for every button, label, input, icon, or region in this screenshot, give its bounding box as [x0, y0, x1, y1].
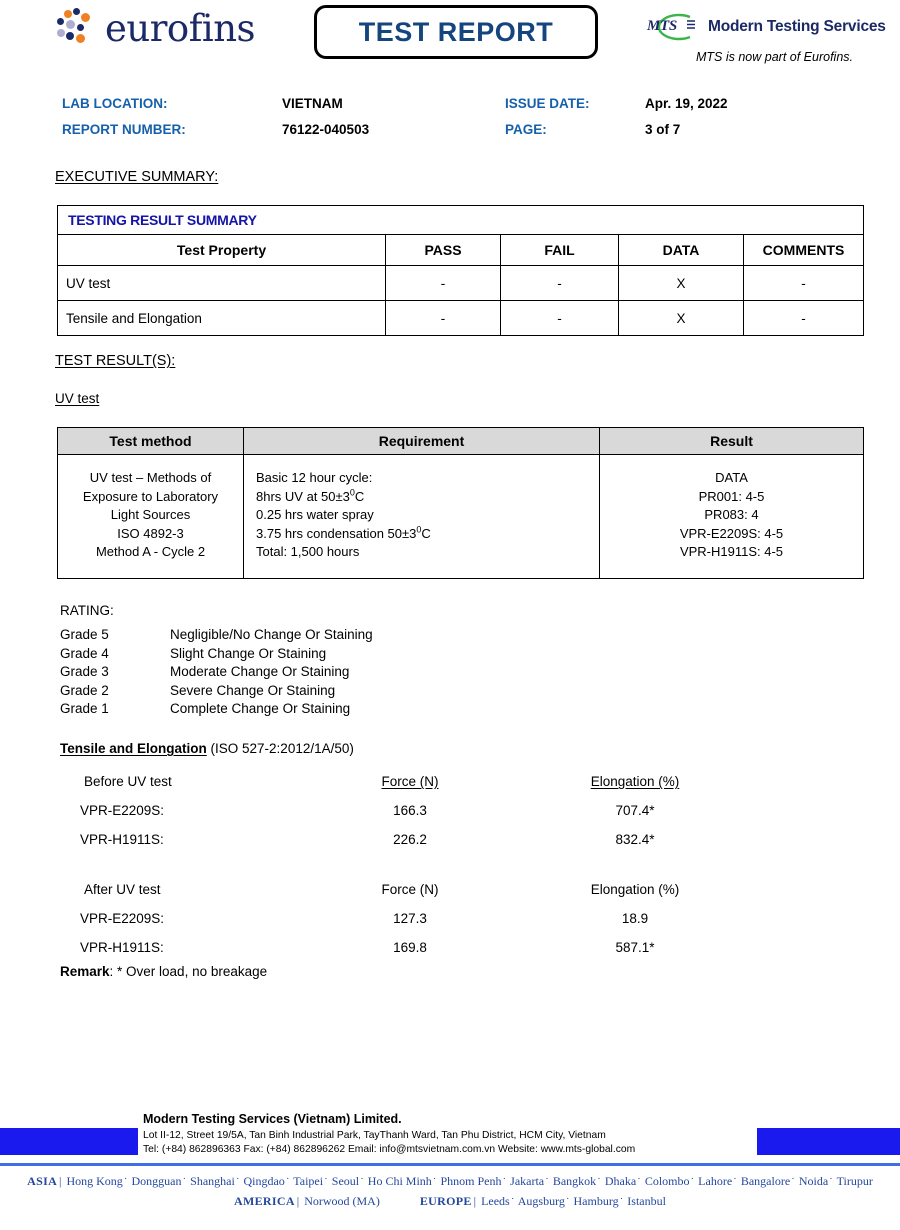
result-line: PR001: 4-5	[698, 488, 765, 504]
city-separator-dot: ˙	[690, 1176, 695, 1188]
footer-offices	[0, 1172, 900, 1212]
table-row	[0, 832, 900, 861]
eurofins-dots-icon	[55, 8, 99, 48]
uv-test-result-table	[57, 427, 864, 579]
region-europe: EUROPE	[419, 1194, 472, 1208]
row-pass: -	[386, 266, 501, 301]
city-separator-dot: ˙	[285, 1176, 290, 1188]
col-test-property: Test Property	[58, 235, 386, 266]
rating-desc: Slight Change Or Staining	[170, 645, 327, 661]
city-name: Noida	[795, 1174, 829, 1188]
report-meta	[0, 96, 900, 148]
row-comments: -	[744, 301, 864, 336]
footer-divider	[0, 1163, 900, 1166]
requirement-line	[256, 525, 591, 544]
row-fail: -	[501, 301, 619, 336]
eurofins-logo	[55, 8, 255, 48]
region-america: AMERICA	[234, 1194, 295, 1208]
req-unit: C	[421, 525, 431, 541]
sample-name: VPR-H1911S:	[80, 832, 164, 847]
test-method-line: ISO 4892-3	[117, 525, 184, 541]
footer-company-name: Modern Testing Services (Vietnam) Limited.	[143, 1112, 402, 1126]
test-method-line: Exposure to Laboratory	[82, 488, 219, 504]
testing-result-summary-table	[57, 205, 864, 336]
col-pass: PASS	[386, 235, 501, 266]
mts-logo	[640, 12, 886, 42]
tensile-standard: (ISO 527-2:2012/1A/50)	[210, 741, 354, 756]
req-unit: C	[354, 488, 365, 504]
table-row	[0, 911, 900, 940]
city-name: Tirupur	[833, 1174, 873, 1188]
tensile-before-block	[0, 774, 900, 861]
america-city-list	[301, 1194, 380, 1208]
city-name: Lahore	[695, 1174, 733, 1188]
elongation-value: 587.1*	[615, 940, 655, 955]
sample-name: VPR-E2209S:	[80, 803, 165, 818]
table-row	[58, 455, 864, 579]
city-separator-dot: ˙	[733, 1176, 737, 1188]
mts-tagline: MTS is now part of Eurofins.	[696, 50, 854, 64]
lab-location-value: VIETNAM	[282, 96, 343, 111]
city-name: Dhaka	[601, 1174, 637, 1188]
rating-grade: Grade 5	[60, 627, 109, 642]
meta-row-1	[0, 96, 900, 122]
region-sep: |	[296, 1194, 300, 1208]
col-elongation: Elongation (%)	[590, 882, 680, 897]
page-label: PAGE:	[505, 122, 547, 137]
city-separator-dot: ˙	[182, 1176, 187, 1188]
remark-text: : * Over load, no breakage	[109, 964, 268, 979]
city-name: Bangkok	[549, 1174, 597, 1188]
rating-desc: Moderate Change Or Staining	[170, 664, 350, 680]
table-header-row	[0, 882, 900, 911]
city-separator-dot: ˙	[545, 1176, 549, 1188]
req-text: 8hrs UV at 50±3	[256, 488, 350, 504]
report-number-label: REPORT NUMBER:	[62, 122, 186, 137]
city-name: Dongguan	[128, 1174, 182, 1188]
region-sep: |	[59, 1174, 62, 1188]
city-separator-dot: ˙	[510, 1196, 515, 1208]
city-separator-dot: ˙	[791, 1176, 795, 1188]
rating-desc: Complete Change Or Staining	[170, 701, 351, 717]
cell-requirement	[244, 455, 600, 579]
result-line: VPR-H1911S: 4-5	[679, 544, 784, 559]
remark-label: Remark	[60, 964, 110, 979]
test-report-title-box	[314, 5, 598, 59]
sample-name: VPR-H1911S:	[80, 940, 164, 955]
city-separator-dot: ˙	[502, 1176, 507, 1188]
force-value: 127.3	[393, 911, 427, 926]
footer-bar-left	[0, 1128, 138, 1155]
elongation-value: 707.4*	[615, 803, 655, 818]
before-uv-title: Before UV test	[84, 774, 172, 789]
test-results-heading: TEST RESULT(S):	[55, 353, 176, 369]
city-name: Seoul	[328, 1174, 360, 1188]
europe-city-list	[478, 1194, 666, 1208]
test-method-line: Method A - Cycle 2	[95, 544, 206, 559]
table-caption-row	[58, 206, 864, 235]
city-separator-dot: ˙	[619, 1196, 624, 1208]
city-name: Phnom Penh	[437, 1174, 502, 1188]
offices-america-europe-line	[0, 1192, 900, 1212]
row-data: X	[619, 301, 744, 336]
tensile-after-block	[0, 882, 900, 969]
offices-asia-line	[0, 1172, 900, 1192]
col-result: Result	[600, 428, 864, 455]
remark-line	[60, 964, 267, 979]
summary-caption: TESTING RESULT SUMMARY	[58, 206, 864, 235]
requirement-line: Basic 12 hour cycle:	[256, 470, 373, 485]
issue-date-value: Apr. 19, 2022	[645, 96, 728, 111]
requirement-line: 0.25 hrs water spray	[256, 507, 374, 522]
city-separator-dot: ˙	[360, 1176, 364, 1188]
requirement-line: Total: 1,500 hours	[256, 544, 360, 559]
result-line: DATA	[715, 470, 748, 485]
executive-summary-heading: EXECUTIVE SUMMARY:	[55, 169, 219, 185]
table-header-row	[0, 774, 900, 803]
city-name: Leeds	[478, 1194, 510, 1208]
footer-address-block	[143, 1129, 635, 1156]
after-uv-title: After UV test	[84, 882, 161, 897]
requirement-line	[256, 488, 591, 507]
rating-grade: Grade 3	[60, 664, 109, 680]
report-number-value: 76122-040503	[282, 122, 370, 137]
city-name: Augsburg	[515, 1194, 565, 1208]
page-value: 3 of 7	[645, 122, 681, 137]
table-row	[58, 301, 864, 336]
city-separator-dot: ˙	[123, 1176, 128, 1188]
lab-location-label: LAB LOCATION:	[62, 96, 168, 111]
cell-test-method	[58, 455, 244, 579]
row-comments: -	[744, 266, 864, 301]
city-name: Hong Kong	[63, 1174, 123, 1188]
city-separator-dot: ˙	[324, 1176, 328, 1188]
footer-bar-right	[757, 1128, 900, 1155]
degree-sup: 0	[349, 487, 355, 498]
rating-desc: Severe Change Or Staining	[170, 682, 336, 698]
table-header-row	[58, 235, 864, 266]
table-header-row	[58, 428, 864, 455]
uv-test-subheading: UV test	[55, 391, 100, 406]
table-row	[0, 803, 900, 832]
city-name: Hamburg	[570, 1194, 619, 1208]
col-test-method: Test method	[58, 428, 244, 455]
col-fail: FAIL	[501, 235, 619, 266]
row-property: UV test	[58, 266, 386, 301]
col-force: Force (N)	[381, 774, 439, 789]
tensile-title: Tensile and Elongation	[60, 741, 207, 756]
asia-city-list	[63, 1174, 872, 1188]
degree-sup: 0	[416, 524, 422, 535]
rating-grade: Grade 1	[60, 701, 109, 717]
report-header	[0, 0, 900, 78]
city-name: Qingdao	[240, 1174, 285, 1188]
col-force: Force (N)	[381, 882, 439, 897]
city-separator-dot: ˙	[235, 1176, 240, 1188]
row-fail: -	[501, 266, 619, 301]
issue-date-label: ISSUE DATE:	[505, 96, 590, 111]
region-sep: |	[473, 1194, 477, 1208]
rating-desc: Negligible/No Change Or Staining	[170, 627, 373, 642]
req-text: 3.75 hrs condensation 50±3	[256, 525, 417, 541]
force-value: 166.3	[393, 803, 427, 818]
city-name: Bangalore	[737, 1174, 791, 1188]
city-separator-dot: ˙	[597, 1176, 601, 1188]
city-name: Jakarta	[507, 1174, 545, 1188]
city-separator-dot: ˙	[829, 1176, 833, 1188]
meta-row-2	[0, 122, 900, 148]
eurofins-wordmark: eurofins	[105, 6, 256, 50]
city-name: Istanbul	[624, 1194, 666, 1208]
rating-grade: Grade 2	[60, 682, 109, 698]
mts-arc-icon	[640, 12, 704, 42]
col-comments: COMMENTS	[744, 235, 864, 266]
city-name: Norwood (MA)	[301, 1194, 380, 1208]
city-name: Ho Chi Minh	[364, 1174, 432, 1188]
footer-contact: Tel: (+84) 862896363 Fax: (+84) 862896262 Email: info@mtsvietnam.com.vn Website: www.mts-global.com	[143, 1143, 636, 1155]
row-data: X	[619, 266, 744, 301]
rating-grade: Grade 4	[60, 645, 109, 661]
sample-name: VPR-E2209S:	[80, 911, 165, 926]
test-method-line: UV test – Methods of	[89, 470, 212, 485]
result-line: VPR-E2209S: 4-5	[679, 525, 784, 541]
test-method-line: Light Sources	[110, 507, 191, 522]
rating-heading: RATING:	[60, 603, 114, 618]
col-data: DATA	[619, 235, 744, 266]
city-name: Colombo	[641, 1174, 690, 1188]
city-separator-dot: ˙	[637, 1176, 641, 1188]
city-separator-dot: ˙	[432, 1176, 437, 1188]
city-name: Taipei	[290, 1174, 324, 1188]
table-row	[58, 266, 864, 301]
city-separator-dot: ˙	[565, 1196, 570, 1208]
region-asia: ASIA	[27, 1174, 58, 1188]
col-elongation: Elongation (%)	[590, 774, 680, 789]
tensile-heading	[60, 741, 354, 756]
force-value: 169.8	[393, 940, 427, 955]
row-pass: -	[386, 301, 501, 336]
footer-address: Lot II-12, Street 19/5A, Tan Binh Industrial Park, TayThanh Ward, Tan Phu District, HCM City, Vietnam	[143, 1130, 606, 1141]
row-property: Tensile and Elongation	[58, 301, 386, 336]
mts-mark-text: MTS	[647, 18, 677, 34]
result-line: PR083: 4	[704, 507, 759, 522]
col-requirement: Requirement	[244, 428, 600, 455]
elongation-value: 832.4*	[615, 832, 655, 847]
page-title: TEST REPORT	[358, 16, 554, 47]
force-value: 226.2	[393, 832, 427, 847]
city-name: Shanghai	[187, 1174, 235, 1188]
cell-result	[600, 455, 864, 579]
mts-company-name: Modern Testing Services	[708, 18, 886, 35]
elongation-value: 18.9	[621, 911, 649, 926]
